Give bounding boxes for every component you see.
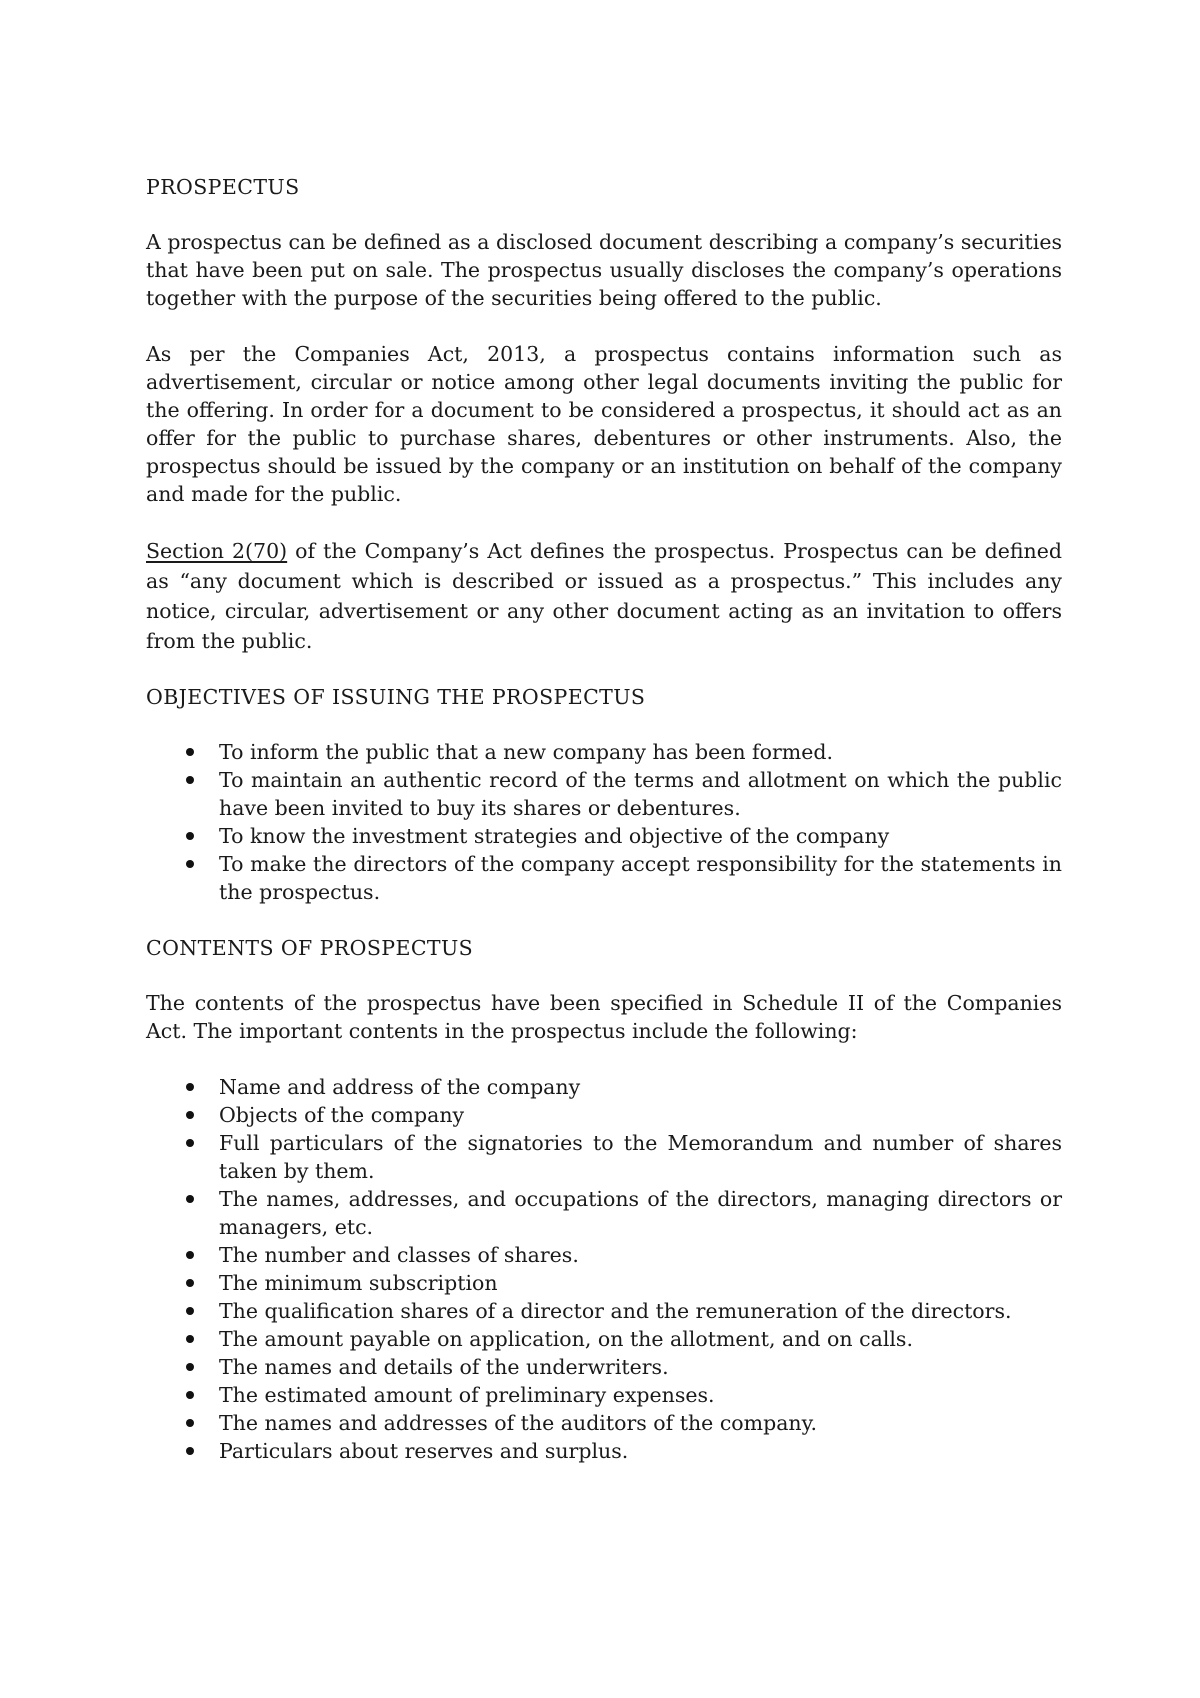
- bullet-icon: [186, 776, 194, 784]
- list-item: [146, 1073, 1062, 1101]
- bullet-icon: [186, 1447, 194, 1455]
- bullet-icon: [186, 1335, 194, 1343]
- list-item: [146, 766, 1062, 822]
- list-item: [146, 1297, 1062, 1325]
- list-item: [146, 1409, 1062, 1437]
- list-item-text: The number and classes of shares.: [219, 1243, 579, 1267]
- list-item-text: To inform the public that a new company has been formed.: [219, 740, 833, 764]
- list-item-text: The names, addresses, and occupations of the directors, managing directors or managers, etc.: [219, 1187, 1062, 1239]
- list-item-text: Full particulars of the signatories to the Memorandum and number of shares taken by them.: [219, 1131, 1062, 1183]
- list-item: [146, 822, 1062, 850]
- bullet-icon: [186, 1363, 194, 1371]
- section-paragraph-text: of the Company’s Act defines the prospectus. Prospectus can be defined as “any document which is described or issued as a prospectus.” This includes any notice, circular, advertisement or any other document acting as an invitation to offers from the public.: [146, 539, 1063, 653]
- list-item-text: The qualification shares of a director and the remuneration of the directors.: [219, 1299, 1012, 1323]
- list-item: [146, 1185, 1062, 1241]
- list-item: [146, 1353, 1062, 1381]
- bullet-icon: [186, 1111, 194, 1119]
- list-item-text: To know the investment strategies and objective of the company: [219, 824, 890, 848]
- list-item-text: The names and addresses of the auditors of the company.: [219, 1411, 818, 1435]
- bullet-icon: [186, 1083, 194, 1091]
- bullet-icon: [186, 1419, 194, 1427]
- section-2-70-link[interactable]: Section 2(70): [146, 539, 288, 563]
- contents-list: [146, 1073, 1062, 1465]
- list-item: [146, 1101, 1062, 1129]
- contents-heading: CONTENTS OF PROSPECTUS: [146, 936, 474, 960]
- list-item-text: To make the directors of the company accept responsibility for the statements in the prospectus.: [219, 852, 1062, 904]
- list-item-text: The amount payable on application, on the allotment, and on calls.: [219, 1327, 913, 1351]
- contents-intro-paragraph: The contents of the prospectus have been specified in Schedule II of the Companies Act. The important contents in the prospectus include the following:: [146, 991, 1062, 1043]
- list-item-text: Particulars about reserves and surplus.: [219, 1439, 629, 1463]
- bullet-icon: [186, 1279, 194, 1287]
- bullet-icon: [186, 1139, 194, 1147]
- bullet-icon: [186, 1307, 194, 1315]
- list-item: [146, 1437, 1062, 1465]
- document-page: [146, 173, 1062, 1493]
- section-paragraph: [146, 536, 1062, 656]
- list-item-text: Name and address of the company: [219, 1075, 581, 1099]
- bullet-icon: [186, 832, 194, 840]
- list-item: [146, 850, 1062, 906]
- document-title: PROSPECTUS: [146, 175, 300, 199]
- companies-act-paragraph: As per the Companies Act, 2013, a prospectus contains information such as advertisement, circular or notice among other legal documents inviting the public for the offering. In order for a document to be considered a prospectus, it should act as an offer for the public to purchase shares, debentures or other instruments. Also, the prospectus should be issued by the company or an institution on behalf of the company and made for the public.: [146, 342, 1062, 506]
- objectives-heading: OBJECTIVES OF ISSUING THE PROSPECTUS: [146, 685, 646, 709]
- list-item: [146, 1325, 1062, 1353]
- objectives-list: [146, 738, 1062, 906]
- list-item: [146, 1241, 1062, 1269]
- bullet-icon: [186, 1391, 194, 1399]
- list-item: [146, 1269, 1062, 1297]
- bullet-icon: [186, 748, 194, 756]
- bullet-icon: [186, 1195, 194, 1203]
- bullet-icon: [186, 860, 194, 868]
- list-item-text: The minimum subscription: [219, 1271, 498, 1295]
- list-item: [146, 738, 1062, 766]
- list-item-text: The estimated amount of preliminary expenses.: [219, 1383, 715, 1407]
- list-item: [146, 1381, 1062, 1409]
- list-item: [146, 1129, 1062, 1185]
- intro-paragraph: A prospectus can be defined as a disclosed document describing a company’s securities that have been put on sale. The prospectus usually discloses the company’s operations together with the purpose of the securities being offered to the public.: [146, 230, 1062, 310]
- bullet-icon: [186, 1251, 194, 1259]
- list-item-text: Objects of the company: [219, 1103, 465, 1127]
- list-item-text: The names and details of the underwriters.: [219, 1355, 669, 1379]
- list-item-text: To maintain an authentic record of the terms and allotment on which the public have been invited to buy its shares or debentures.: [219, 768, 1062, 820]
